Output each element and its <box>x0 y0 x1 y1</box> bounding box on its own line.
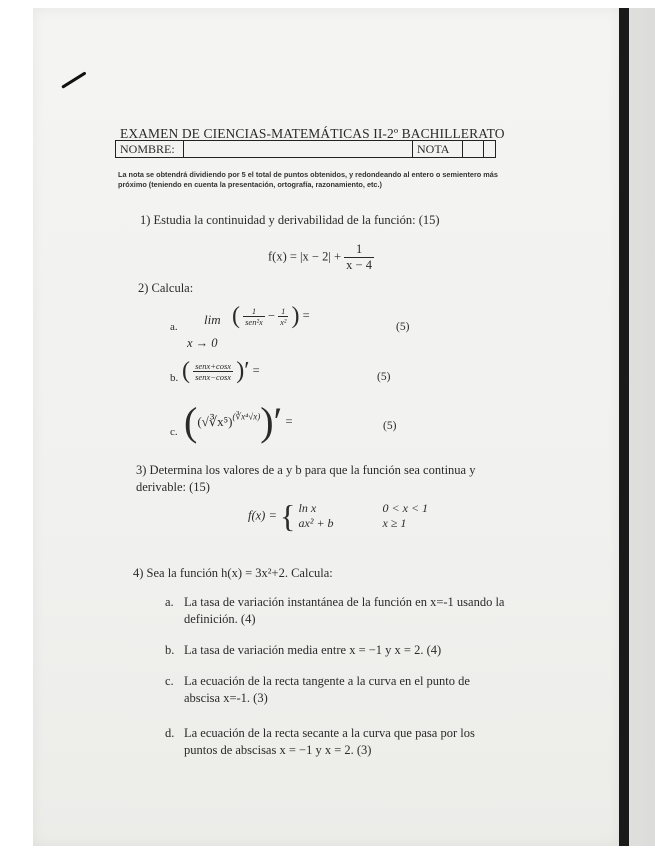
q2a-arrow: x → 0 <box>187 336 218 350</box>
header-table <box>115 140 496 158</box>
desk-dark-edge <box>619 8 629 846</box>
q4b-letter: b. <box>165 643 175 657</box>
q2b-points: (5) <box>377 371 391 383</box>
question-1: 1) Estudia la continuidad y derivabilidad de la función: (15) <box>140 213 440 227</box>
q1-formula <box>268 242 374 273</box>
q2a-expression: ( $\frac{1}{\text{sen²x}}$ − $\frac{1}{\text{x²}}$ ) = <box>232 303 310 329</box>
q3-piecewise: f(x) = { ln x 0 < x < 1 ax² + b x ≥ 1 <box>248 498 429 534</box>
q4d-text: La ecuación de la recta secante a la curva que pasa por los puntos de abscisas x = −1 y x = 2. (3) <box>184 726 475 757</box>
q2c-base: (√∛x⁵) <box>197 414 233 429</box>
q3-case-1: ln x 0 < x < 1 <box>298 501 429 515</box>
grade-field <box>463 141 484 157</box>
q4b-text: La tasa de variación media entre x = −1 y x = 2. (4) <box>184 643 442 657</box>
q3-lhs: f(x) = <box>248 508 277 523</box>
name-field <box>184 141 413 157</box>
q2a-fraction-1: $\frac{1}{\text{sen²x}}$ <box>245 306 263 327</box>
q1-lhs: f(x) = |x − 2| + <box>268 249 342 264</box>
q2a-letter: a. <box>170 321 178 333</box>
q2b-letter: b. <box>170 372 179 384</box>
q4c-letter: c. <box>165 674 174 688</box>
q2b-fraction: $\frac{\text{senx+cosx}}{\text{senx−cosx}}$ <box>195 361 232 382</box>
question-3: 3) Determina los valores de a y b para que la función sea continua y derivable: (15) <box>136 463 476 494</box>
question-2: 2) Calcula: <box>138 281 194 295</box>
q4a-text: La tasa de variación instantánea de la función en x=-1 usando la definición. (4) <box>184 595 505 626</box>
q1-numerator: 1 <box>344 242 374 258</box>
q1-denominator: x − 4 <box>346 258 372 272</box>
q2a-fraction-2: $\frac{1}{\text{x²}}$ <box>280 306 287 327</box>
q2c-letter: c. <box>170 426 178 438</box>
q4a-letter: a. <box>165 595 174 609</box>
grade-field-extra <box>484 141 495 157</box>
q2a-points: (5) <box>396 321 410 333</box>
exam-title: EXAMEN DE CIENCIAS-MATEMÁTICAS II-2º BACHILLERATO <box>120 126 505 141</box>
q4c-text: La ecuación de la recta tangente a la curva en el punto de abscisa x=-1. (3) <box>184 674 470 705</box>
q4d-letter: d. <box>165 726 175 740</box>
grading-note: La nota se obtendrá dividiendo por 5 el total de puntos obtenidos, y redondeando al entero o semientero más próximo (teniendo en cuenta la presentación, ortografía, razonamiento, etc.) <box>118 170 498 189</box>
q2c-points: (5) <box>383 420 397 432</box>
question-4: 4) Sea la función h(x) = 3x²+2. Calcula: <box>133 566 333 580</box>
q2c-exponent: (∛x⁴√x) <box>232 411 261 422</box>
q2c-expression: ((√∛x⁵)$^{(∛x^4√x)}$)′ = <box>184 399 293 444</box>
q1-fraction <box>344 242 374 273</box>
q2a-lim: lim <box>204 312 221 327</box>
name-label: NOMBRE: <box>116 141 184 157</box>
grade-label: NOTA <box>413 141 463 157</box>
q2b-expression: ( $\frac{\text{senx+cosx}}{\text{senx−cosx}}$ )′ = <box>182 358 260 384</box>
q3-case-2: ax² + b x ≥ 1 <box>298 516 407 530</box>
